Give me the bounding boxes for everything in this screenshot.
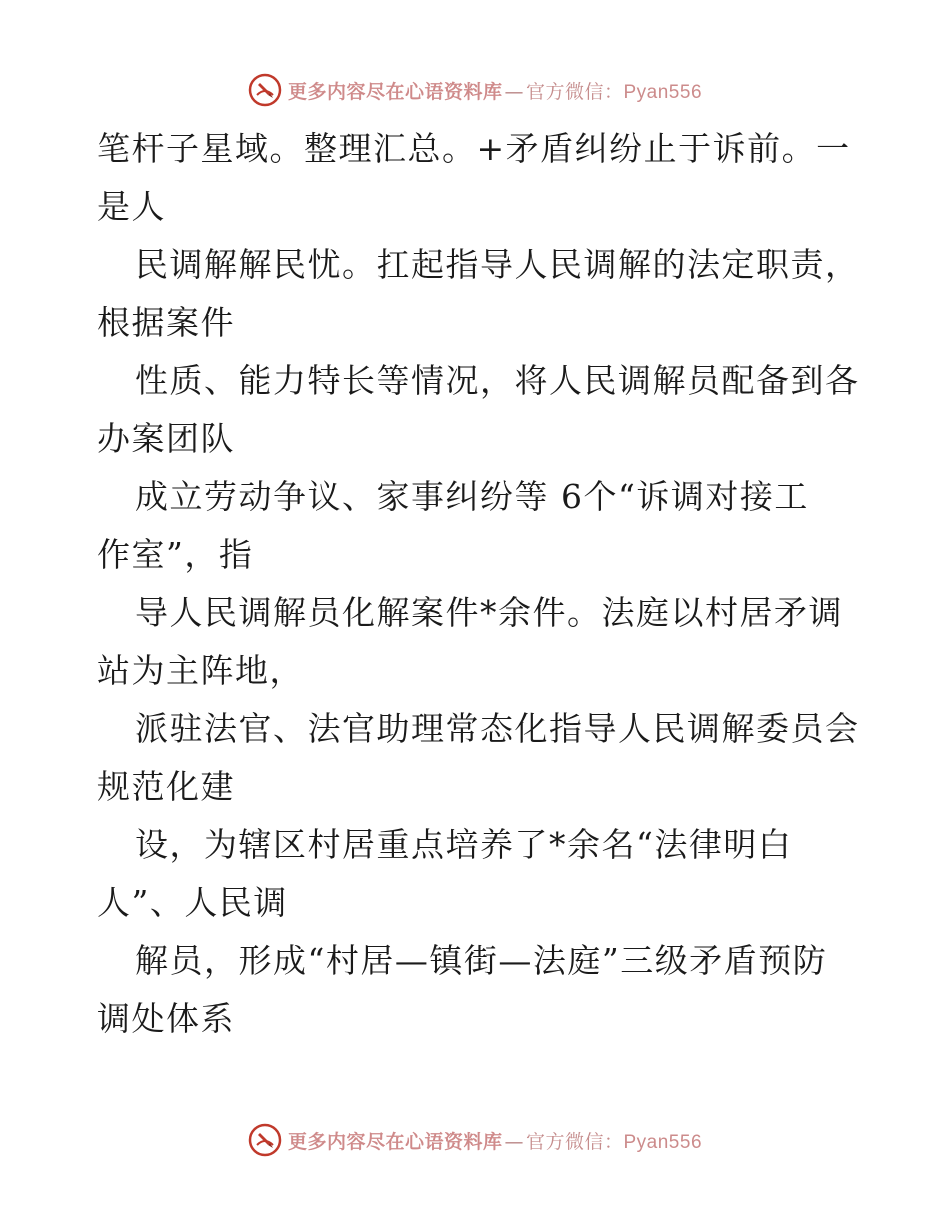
body-line-11: 派驻法官、法官助理常态化指导人民调解委员会 (135, 709, 860, 748)
body-line-10: 站为主阵地， (97, 651, 304, 690)
body-line-5: 性质、能力特长等情况，将人民调解员配备到各 (135, 361, 860, 400)
body-line-2: 是人 (97, 187, 166, 226)
footer-wechat-id: Pyan556 (623, 1131, 703, 1153)
book-pen-logo-icon (248, 73, 282, 107)
footer-promo-text: 更多内容尽在心语资料库 (287, 1130, 503, 1153)
footer-separator: — (504, 1130, 524, 1153)
header-wechat-id: Pyan556 (623, 81, 703, 103)
body-line-14: 人”、人民调 (97, 883, 288, 922)
body-line-9: 导人民调解员化解案件*余件。法庭以村居矛调 (135, 593, 843, 632)
header-banner-text (288, 77, 702, 104)
body-line-12: 规范化建 (97, 767, 235, 806)
body-line-1: 笔杆子星域。整理汇总。+矛盾纠纷止于诉前。一 (97, 129, 851, 168)
body-line-3: 民调解解民忧。扛起指导人民调解的法定职责， (135, 245, 860, 284)
header-promo-text: 更多内容尽在心语资料库 (287, 80, 503, 103)
header-watermark-banner (0, 70, 950, 110)
body-line-6: 办案团队 (97, 419, 235, 458)
book-pen-logo-icon (248, 1123, 282, 1157)
body-line-15: 解员，形成“村居—镇街—法庭”三级矛盾预防 (135, 941, 828, 980)
body-line-7: 成立劳动争议、家事纠纷等 6个“诉调对接工 (135, 477, 809, 516)
header-wechat-label: 官方微信： (525, 80, 624, 103)
document-body (97, 120, 867, 1048)
body-line-16: 调处体系 (97, 999, 235, 1038)
footer-banner-text (288, 1127, 702, 1154)
footer-watermark-banner (0, 1120, 950, 1160)
body-line-8: 作室”，指 (97, 535, 254, 574)
footer-wechat-label: 官方微信： (525, 1130, 624, 1153)
body-line-4: 根据案件 (97, 303, 235, 342)
body-line-13: 设，为辖区村居重点培养了*余名“法律明白 (135, 825, 793, 864)
header-separator: — (504, 80, 524, 103)
